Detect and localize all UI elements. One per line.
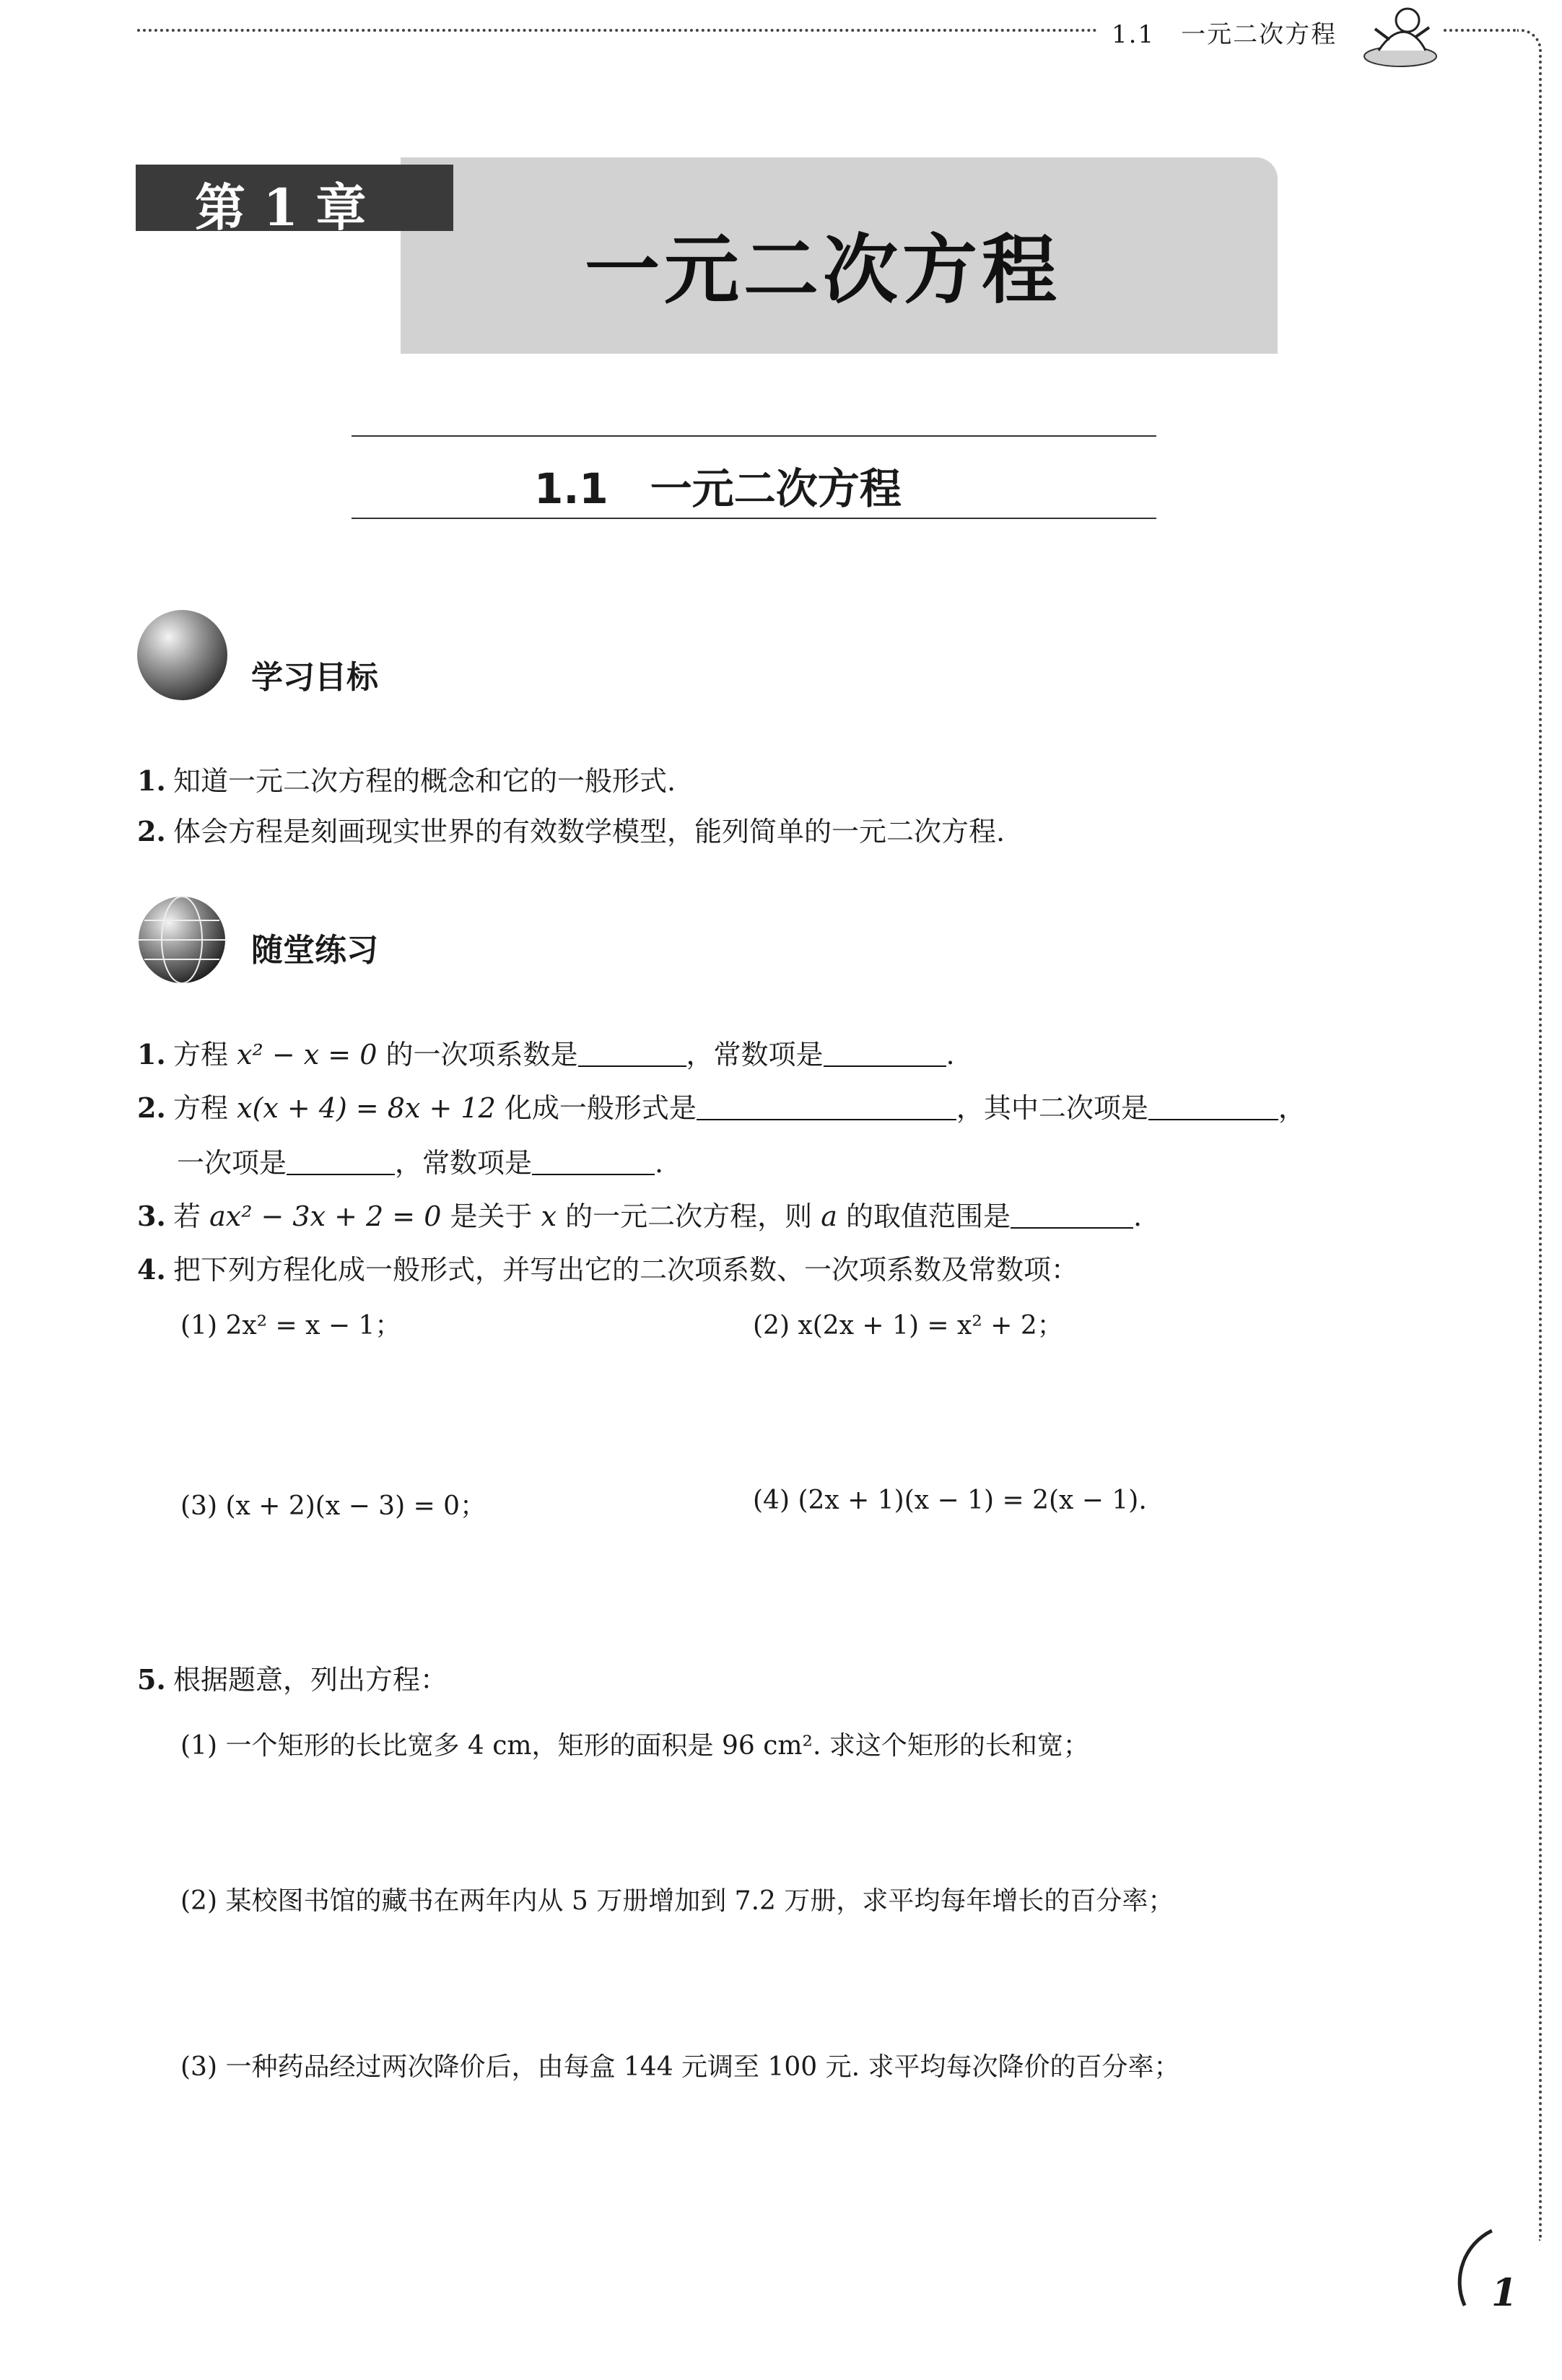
q5-text: 根据题意，列出方程： [173,1664,448,1696]
q1-text-d: . [946,1039,955,1071]
section-rule-bottom [352,518,1156,519]
page-number: 1 [1491,2271,1518,2315]
practice-globe-icon [137,895,227,985]
question-1 [137,1038,955,1071]
q4-part-1: (1) 2x² = x − 1； [180,1311,401,1341]
objective-item [137,764,676,797]
item-number: 1. [137,764,166,797]
answer-blank[interactable] [578,1038,686,1067]
question-number: 4. [137,1253,166,1286]
q4-text: 把下列方程化成一般形式，并写出它的二次项系数、一次项系数及常数项： [173,1254,1079,1286]
q3-text-a: 若 [173,1200,201,1232]
q2-text-d: ， [1278,1092,1306,1124]
header-rule [137,29,1097,32]
answer-blank[interactable] [287,1146,395,1175]
q3-variable: x [541,1200,557,1232]
q1-text-b: 的一次项系数是 [385,1039,578,1071]
objective-item [137,815,1005,847]
q2-text-g: . [655,1147,664,1179]
q2-text-a: 方程 [173,1092,229,1124]
q4-part-2: (2) x(2x + 1) = x² + 2； [753,1311,1063,1341]
answer-blank[interactable] [1148,1091,1278,1120]
practice-heading: 随堂练习 [251,932,378,969]
q2-text-f: ，常数项是 [395,1147,533,1179]
page-border [1517,29,1542,2241]
q3-text-c: 的一元二次方程，则 [565,1200,813,1232]
item-number: 2. [137,815,166,847]
answer-blank[interactable] [697,1091,956,1120]
answer-blank[interactable] [824,1038,946,1067]
q4-part-3: (3) (x + 2)(x − 3) = 0； [180,1491,487,1521]
item-text: 体会方程是刻画现实世界的有效数学模型，能列简单的一元二次方程. [173,816,1005,847]
q2-text-e: 一次项是 [177,1147,287,1179]
q2-text-c: ，其中二次项是 [956,1092,1148,1124]
question-number: 2. [137,1091,166,1124]
answer-blank[interactable] [532,1146,655,1175]
objectives-heading: 学习目标 [251,659,378,696]
item-text: 知道一元二次方程的概念和它的一般形式. [173,765,676,797]
q5-part-3: (3) 一种药品经过两次降价后，由每盒 144 元调至 100 元. 求平均每次降价的百分率； [180,2052,1180,2082]
question-number: 3. [137,1200,166,1232]
q2-text-b: 化成一般形式是 [504,1092,697,1124]
q2-equation: x(x + 4) = 8x + 12 [237,1092,496,1124]
q1-text-c: ，常数项是 [686,1039,824,1071]
answer-blank[interactable] [1011,1200,1133,1229]
running-head: 1.1 一元二次方程 [1112,20,1338,49]
section-title: 1.1 一元二次方程 [534,464,902,513]
q5-part-1: (1) 一个矩形的长比宽多 4 cm，矩形的面积是 96 cm². 求这个矩形的长和宽； [180,1731,1089,1761]
question-number: 5. [137,1663,166,1696]
objectives-globe-icon [137,610,227,700]
q3-text-e: . [1133,1200,1143,1232]
q5-part-2: (2) 某校图书馆的藏书在两年内从 5 万册增加到 7.2 万册，求平均每年增长的百分率； [180,1886,1174,1916]
question-4 [137,1253,1079,1286]
chapter-label: 第 1 章 [195,178,367,237]
chapter-title: 一元二次方程 [585,226,1062,314]
q3-text-b: 是关于 [450,1200,533,1232]
question-3 [137,1200,1142,1230]
q3-text-d: 的取值范围是 [845,1200,1011,1232]
q3-variable: a [821,1200,837,1232]
question-2 [137,1091,1306,1122]
section-rule-top [352,435,1156,437]
q1-equation: x² − x = 0 [237,1039,378,1071]
question-2-cont [177,1146,663,1177]
q3-equation: ax² − 3x + 2 = 0 [209,1200,442,1232]
q1-text-a: 方程 [173,1039,229,1071]
header-rule-right [1444,29,1516,32]
mascot-icon [1357,0,1444,72]
q4-part-4: (4) (2x + 1)(x − 1) = 2(x − 1). [753,1486,1147,1515]
question-5 [137,1663,448,1696]
question-number: 1. [137,1038,166,1071]
